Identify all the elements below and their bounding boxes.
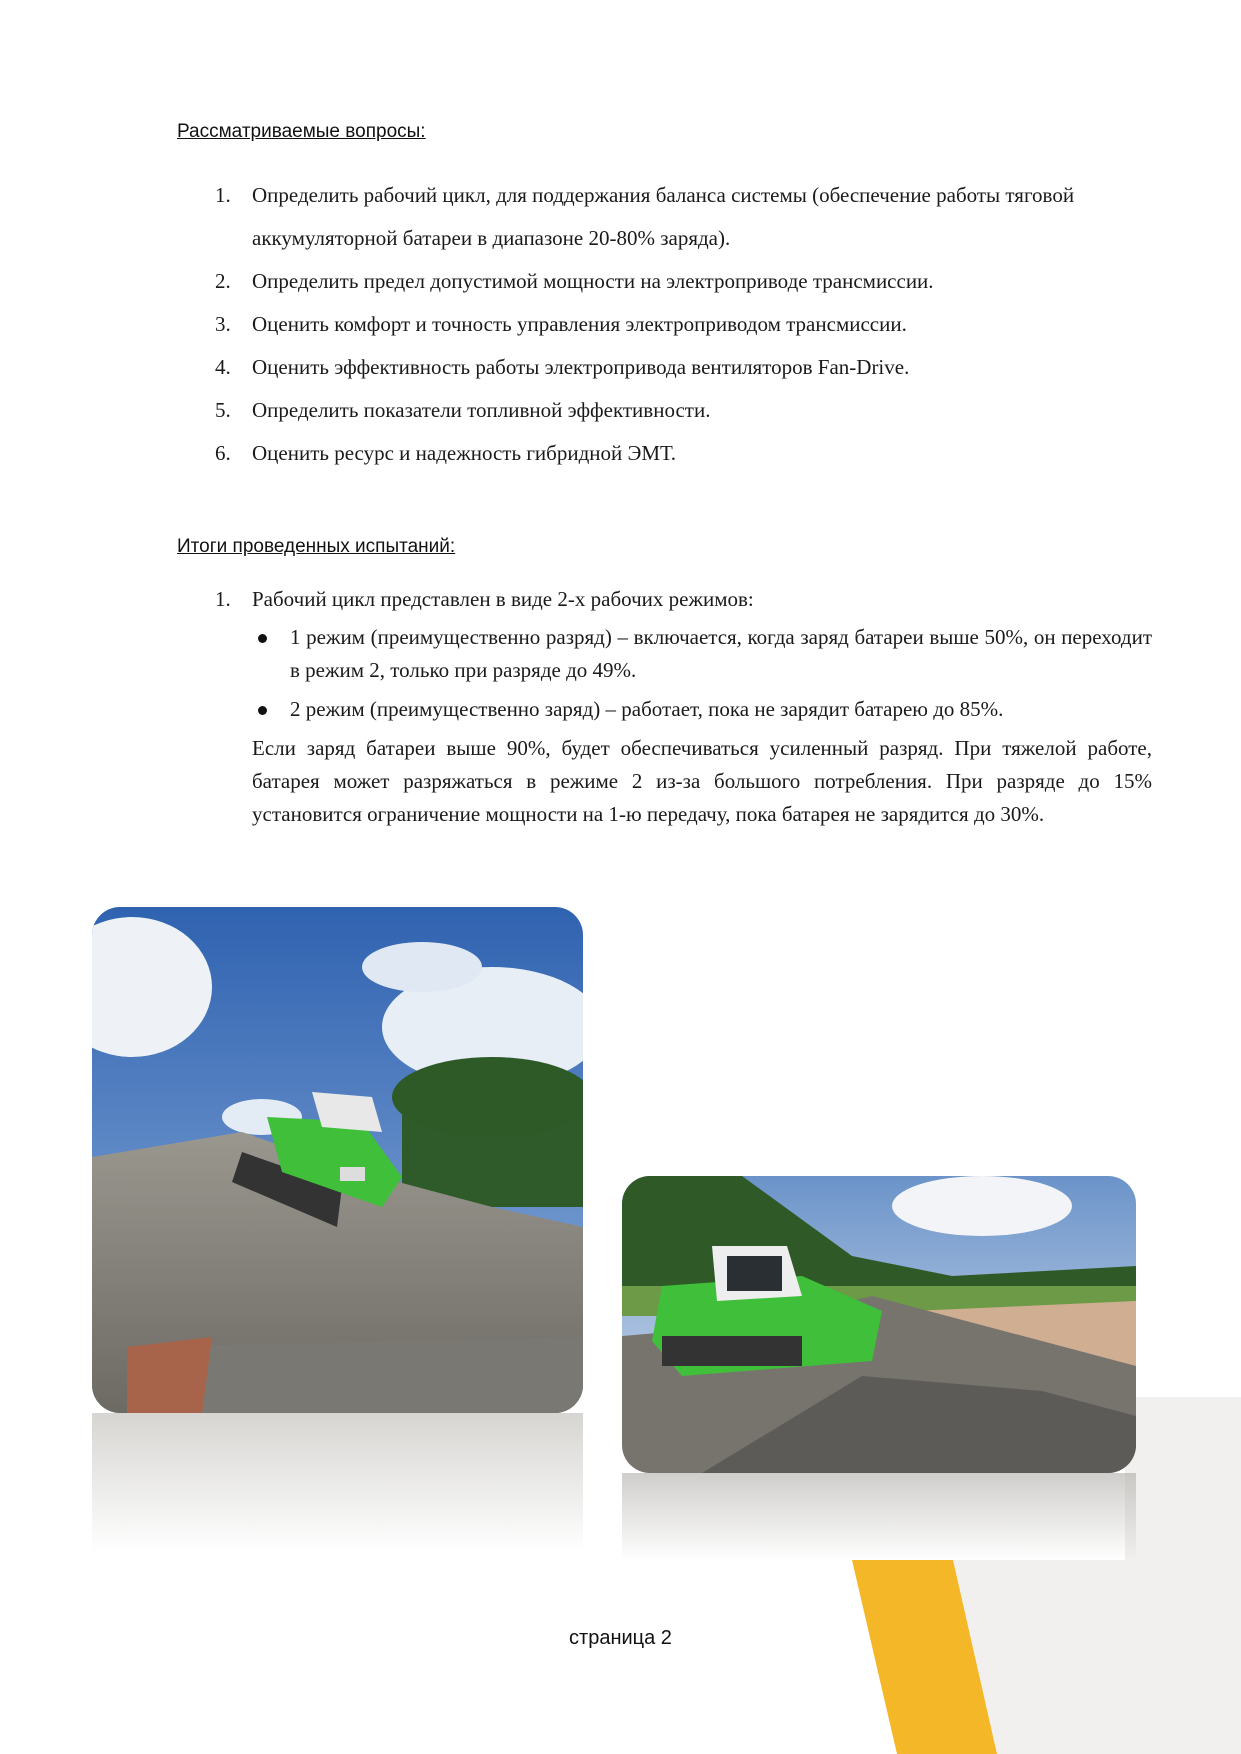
item-number: 4. — [215, 355, 231, 379]
item-number: 2. — [215, 269, 231, 293]
photo-reflection — [92, 1413, 583, 1553]
bullet-list — [215, 621, 1152, 726]
bullet-text: 1 режим (преимущественно разряд) – включается, когда заряд батареи выше 50%, он переходит в режим 2, только при разряде до 49%. — [290, 625, 1152, 682]
item-number: 1. — [215, 587, 231, 611]
bullet-item — [215, 693, 1152, 726]
photo-bulldozer-slope — [92, 907, 583, 1413]
list-item — [215, 303, 1155, 346]
item-number: 3. — [215, 312, 231, 336]
item-text: Оценить комфорт и точность управления электроприводом трансмиссии. — [252, 312, 907, 336]
bullet-text: 2 режим (преимущественно заряд) – работает, пока не зарядит батарею до 85%. — [290, 697, 1004, 721]
item-text: Определить предел допустимой мощности на электроприводе трансмиссии. — [252, 269, 934, 293]
item-number: 5. — [215, 398, 231, 422]
bullet-icon — [258, 706, 267, 715]
results-paragraph: Если заряд батареи выше 90%, будет обеспечиваться усиленный разряд. При тяжелой работе, батарея может разряжаться в режиме 2 из-за большого потребления. При разряде до 15% установится ограничение мощности на 1-ю передачу, пока батарея не зарядится до 30%. — [252, 736, 1152, 826]
item-text: Оценить эффективность работы электропривода вентиляторов Fan-Drive. — [252, 355, 910, 379]
list-item — [215, 578, 1152, 621]
item-text: Определить показатели топливной эффективности. — [252, 398, 711, 422]
photo-bulldozer-gravel — [622, 1176, 1136, 1473]
list-item — [215, 174, 1155, 260]
item-text: Оценить ресурс и надежность гибридной ЭМТ. — [252, 441, 677, 465]
bullet-icon — [258, 634, 267, 643]
list-item — [215, 346, 1155, 389]
section-heading-questions: Рассматриваемые вопросы: — [177, 121, 426, 142]
list-item — [215, 432, 1155, 475]
item-text: Рабочий цикл представлен в виде 2-х рабочих режимов: — [252, 587, 754, 611]
list-item — [215, 389, 1155, 432]
item-number: 6. — [215, 441, 231, 465]
item-text: Определить рабочий цикл, для поддержания баланса системы (обеспечение работы тяговой аккумуляторной батареи в диапазоне 20-80% заряда). — [252, 183, 1075, 250]
item-number: 1. — [215, 183, 231, 207]
section-heading-results: Итоги проведенных испытаний: — [177, 536, 456, 557]
results-list — [215, 578, 1152, 831]
list-item — [215, 260, 1155, 303]
photo-reflection — [622, 1473, 1136, 1561]
questions-list — [215, 174, 1155, 475]
bullet-item — [215, 621, 1152, 687]
page-number: страница 2 — [569, 1627, 672, 1649]
